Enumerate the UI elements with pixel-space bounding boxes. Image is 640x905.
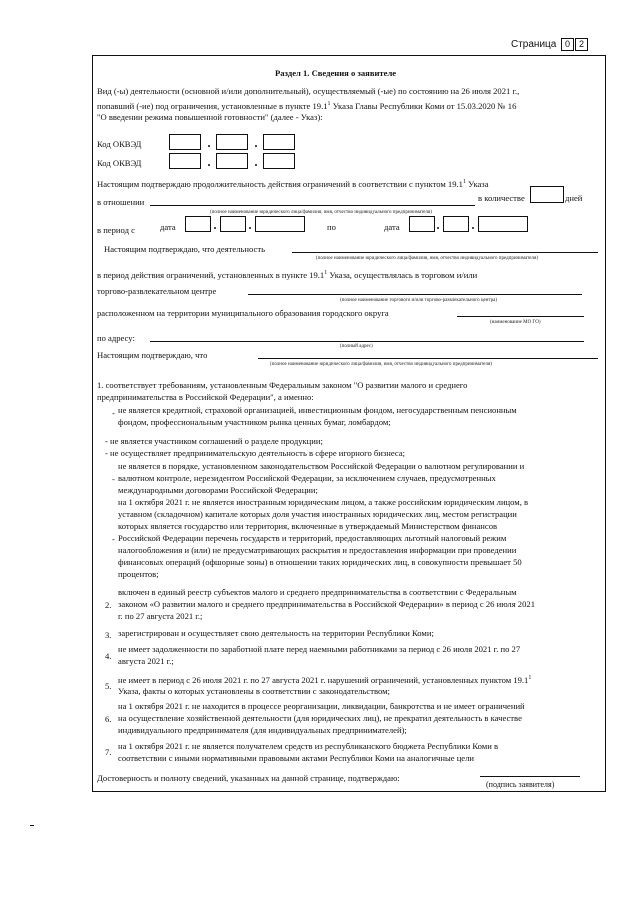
sub-address: (полный адрес)	[340, 344, 373, 349]
date-label-2: дата	[384, 222, 400, 232]
activity-subject-field[interactable]	[292, 252, 598, 253]
to-label: по	[327, 222, 336, 232]
bullet5-line-7: процентов;	[118, 569, 159, 579]
okved-dot	[208, 145, 210, 147]
located-label: расположенном на территории муниципального образования городского округа	[97, 308, 389, 318]
item6-line-3: индивидуального предпринимателя (для индивидуальных предпринимателей);	[118, 725, 407, 735]
item3-number: 3.	[105, 630, 112, 640]
date-to-month[interactable]	[443, 216, 469, 232]
okved-1-field-b[interactable]	[216, 134, 248, 150]
bullet1-line-1: не является кредитной, страховой организацией, инвестиционным фондом, негосударственным пенсионным	[118, 405, 517, 415]
intro-line-1: Вид (-ы) деятельности (основной и/или дополнительный), осуществляемый (-ые) по состоянию на 26 июля 2021 г.,	[97, 86, 520, 96]
item4-line-1: не имеет задолженности по заработной плате перед наемными работниками за период с 26 июля 2021 г. по 27	[118, 644, 521, 654]
page-number-label: Страница	[511, 39, 557, 50]
item1-line-1: 1. соответствует требованиям, установленным Федеральным законом "О развитии малого и среднего	[97, 380, 468, 390]
sub-mo: (наименование МО ГО)	[490, 320, 541, 325]
item5-line-2: Указа, факты о которых установлены в соответствии с законодательством;	[118, 686, 390, 696]
item1-line-2: предпринимательства в Российской Федерации", а именно:	[97, 392, 314, 402]
date-dot	[249, 227, 251, 229]
confirm-activity: Настоящим подтверждаю, что деятельность	[104, 244, 266, 254]
item5-line-1: не имеет в период с 26 июля 2021 г. по 27 августа 2021 г. нарушений ограничений, установленных пунктом 19.1$^1$	[118, 674, 532, 685]
date-dot	[214, 227, 216, 229]
during-period: в период действия ограничений, установленных в пункте 19.1$^1$ Указа, осуществлялась в торговом и/или	[97, 269, 478, 280]
bullet4-line-3: международными договорами Российской Федерации;	[118, 485, 318, 495]
item6-line-2: на осуществление хозяйственной деятельности (для юридических лиц), не прекратил деятельность в качестве	[118, 713, 522, 723]
item7-line-1: на 1 октября 2021 г. не является получателем средств из республиканского бюджета Республики Коми в	[118, 741, 499, 751]
confirm-duration: Настоящим подтверждаю продолжительность действия ограничений в соответствии с пунктом 19.1$^1$ Указа	[97, 178, 489, 189]
item7-number: 7.	[105, 747, 112, 757]
item3-text: зарегистрирован и осуществляет свою деятельность на территории Республики Коми;	[118, 628, 434, 638]
item7-line-2: соответствии с иными нормативными правовыми актами Республики Коми на аналогичные цели	[118, 753, 475, 763]
okved-2-field-b[interactable]	[216, 153, 248, 169]
confirm-subject-field[interactable]	[258, 358, 598, 359]
confirm-that: Настоящим подтверждаю, что	[97, 350, 208, 360]
okved-dot	[255, 164, 257, 166]
date-from-day[interactable]	[185, 216, 211, 232]
date-dot	[437, 227, 439, 229]
date-from-month[interactable]	[220, 216, 246, 232]
sub-mall: (полное наименование торгового и/или торгово-развлекательного центра)	[340, 298, 498, 303]
section-title: Раздел 1. Сведения о заявителе	[275, 68, 397, 78]
sub-full-name: (полное наименование юридического лица/фамилия, имя, отчество индивидуального предпринимателя)	[210, 210, 432, 215]
mall-label: торгово-развлекательном центре	[97, 286, 217, 296]
okved-1-field-c[interactable]	[263, 134, 295, 150]
bullet5-line-1: на 1 октября 2021 г. не является иностранным юридическим лицом, а также российским юридическим лицом, в	[118, 497, 529, 507]
in-quantity-label: в количестве	[478, 193, 525, 203]
item4-line-2: августа 2021 г.;	[118, 656, 174, 666]
item2-number: 2.	[105, 600, 112, 610]
okved-dot	[208, 164, 210, 166]
bullet2: - не является участником соглашений о разделе продукции;	[105, 436, 323, 446]
in-relation-label: в отношении	[97, 197, 145, 207]
address-field[interactable]	[150, 341, 584, 342]
bullet5-line-3: которых является государство или территория, включенные в утверждаемый Министерством финансов	[118, 521, 498, 531]
item6-number: 6.	[105, 714, 112, 724]
bullet5-line-2: уставном (складочном) капитале которых доля участия иностранных юридических лиц, местом регистрации	[118, 509, 517, 519]
okved-label-2: Код ОКВЭД	[97, 158, 142, 168]
page-digit-1: 0	[561, 38, 574, 51]
date-to-year[interactable]	[478, 216, 528, 232]
intro-line-3: "О введении режима повышенной готовности" (далее - Указ):	[97, 112, 323, 122]
intro-line-2: попавший (-ие) под ограничения, установленные в пункте 19.1$^1$ Указа Главы Республики Коми от 15.03.2020 № 16	[97, 100, 517, 111]
item2-line-3: г. по 27 августа 2021 г.;	[118, 611, 203, 621]
mo-field[interactable]	[457, 316, 584, 317]
item4-number: 4.	[105, 651, 112, 661]
bullet5-line-4: Российской Федерации перечень государств и территорий, предоставляющих льготный налоговый режим	[118, 533, 507, 543]
item6-line-1: на 1 октября 2021 г. не находится в процессе реорганизации, ликвидации, банкротства и не имеет ограничений	[118, 701, 525, 711]
okved-label-1: Код ОКВЭД	[97, 139, 142, 149]
signature-sub: (подпись заявителя)	[486, 780, 555, 789]
bullet5-line-6: финансовых операций (офшорные зоны) в отношении таких юридических лиц, в совокупности превышает 50	[118, 557, 522, 567]
bullet5-line-5: налогообложения и (или) не предусматривающих раскрытия и предоставления информации при проведении	[118, 545, 517, 555]
okved-dot	[255, 145, 257, 147]
item2-line-1: включен в единый реестр субъектов малого и среднего предпринимательства в соответствии с Федеральным	[118, 587, 517, 597]
bullet4-line-2: валютном контроле, нерезидентом Российской Федерации, за исключением случаев, предусмотренных	[118, 473, 496, 483]
bullet1-line-2: фондом, профессиональным участником рынка ценных бумаг, ломбардом;	[118, 417, 391, 427]
in-relation-field[interactable]	[150, 205, 475, 206]
signature-statement: Достоверность и полноту сведений, указанных на данной странице, подтверждаю:	[97, 773, 400, 783]
item2-line-2: законом «О развитии малого и среднего предпринимательства в Российской Федерации» в период с 26 июля 2021	[118, 599, 535, 609]
date-to-day[interactable]	[409, 216, 435, 232]
sub-full-name-2: (полное наименование юридического лица/фамилия, имя, отчество индивидуального предпринимателя)	[316, 256, 538, 261]
address-label: по адресу:	[97, 333, 135, 343]
bullet4-line-1: не является в порядке, установленном законодательством Российской Федерации о валютном регулировании и	[118, 461, 525, 471]
date-from-year[interactable]	[255, 216, 305, 232]
days-label: дней	[565, 193, 583, 203]
okved-2-field-a[interactable]	[169, 153, 201, 169]
days-count-field[interactable]	[530, 186, 564, 203]
item5-number: 5.	[105, 681, 112, 691]
date-dot	[472, 227, 474, 229]
okved-1-field-a[interactable]	[169, 134, 201, 150]
bullet3: - не осуществляет предпринимательскую деятельность в сфере игорного бизнеса;	[105, 448, 406, 458]
sub-full-name-3: (полное наименование юридического лица/фамилия, имя, отчество индивидуального предпринимателя)	[270, 362, 492, 367]
signature-field[interactable]	[480, 776, 580, 777]
scan-mark	[30, 825, 34, 826]
period-from-label: в период с	[97, 225, 135, 235]
date-label-1: дата	[160, 222, 176, 232]
mall-name-field[interactable]	[248, 294, 582, 295]
page-digit-2: 2	[575, 38, 588, 51]
okved-2-field-c[interactable]	[263, 153, 295, 169]
